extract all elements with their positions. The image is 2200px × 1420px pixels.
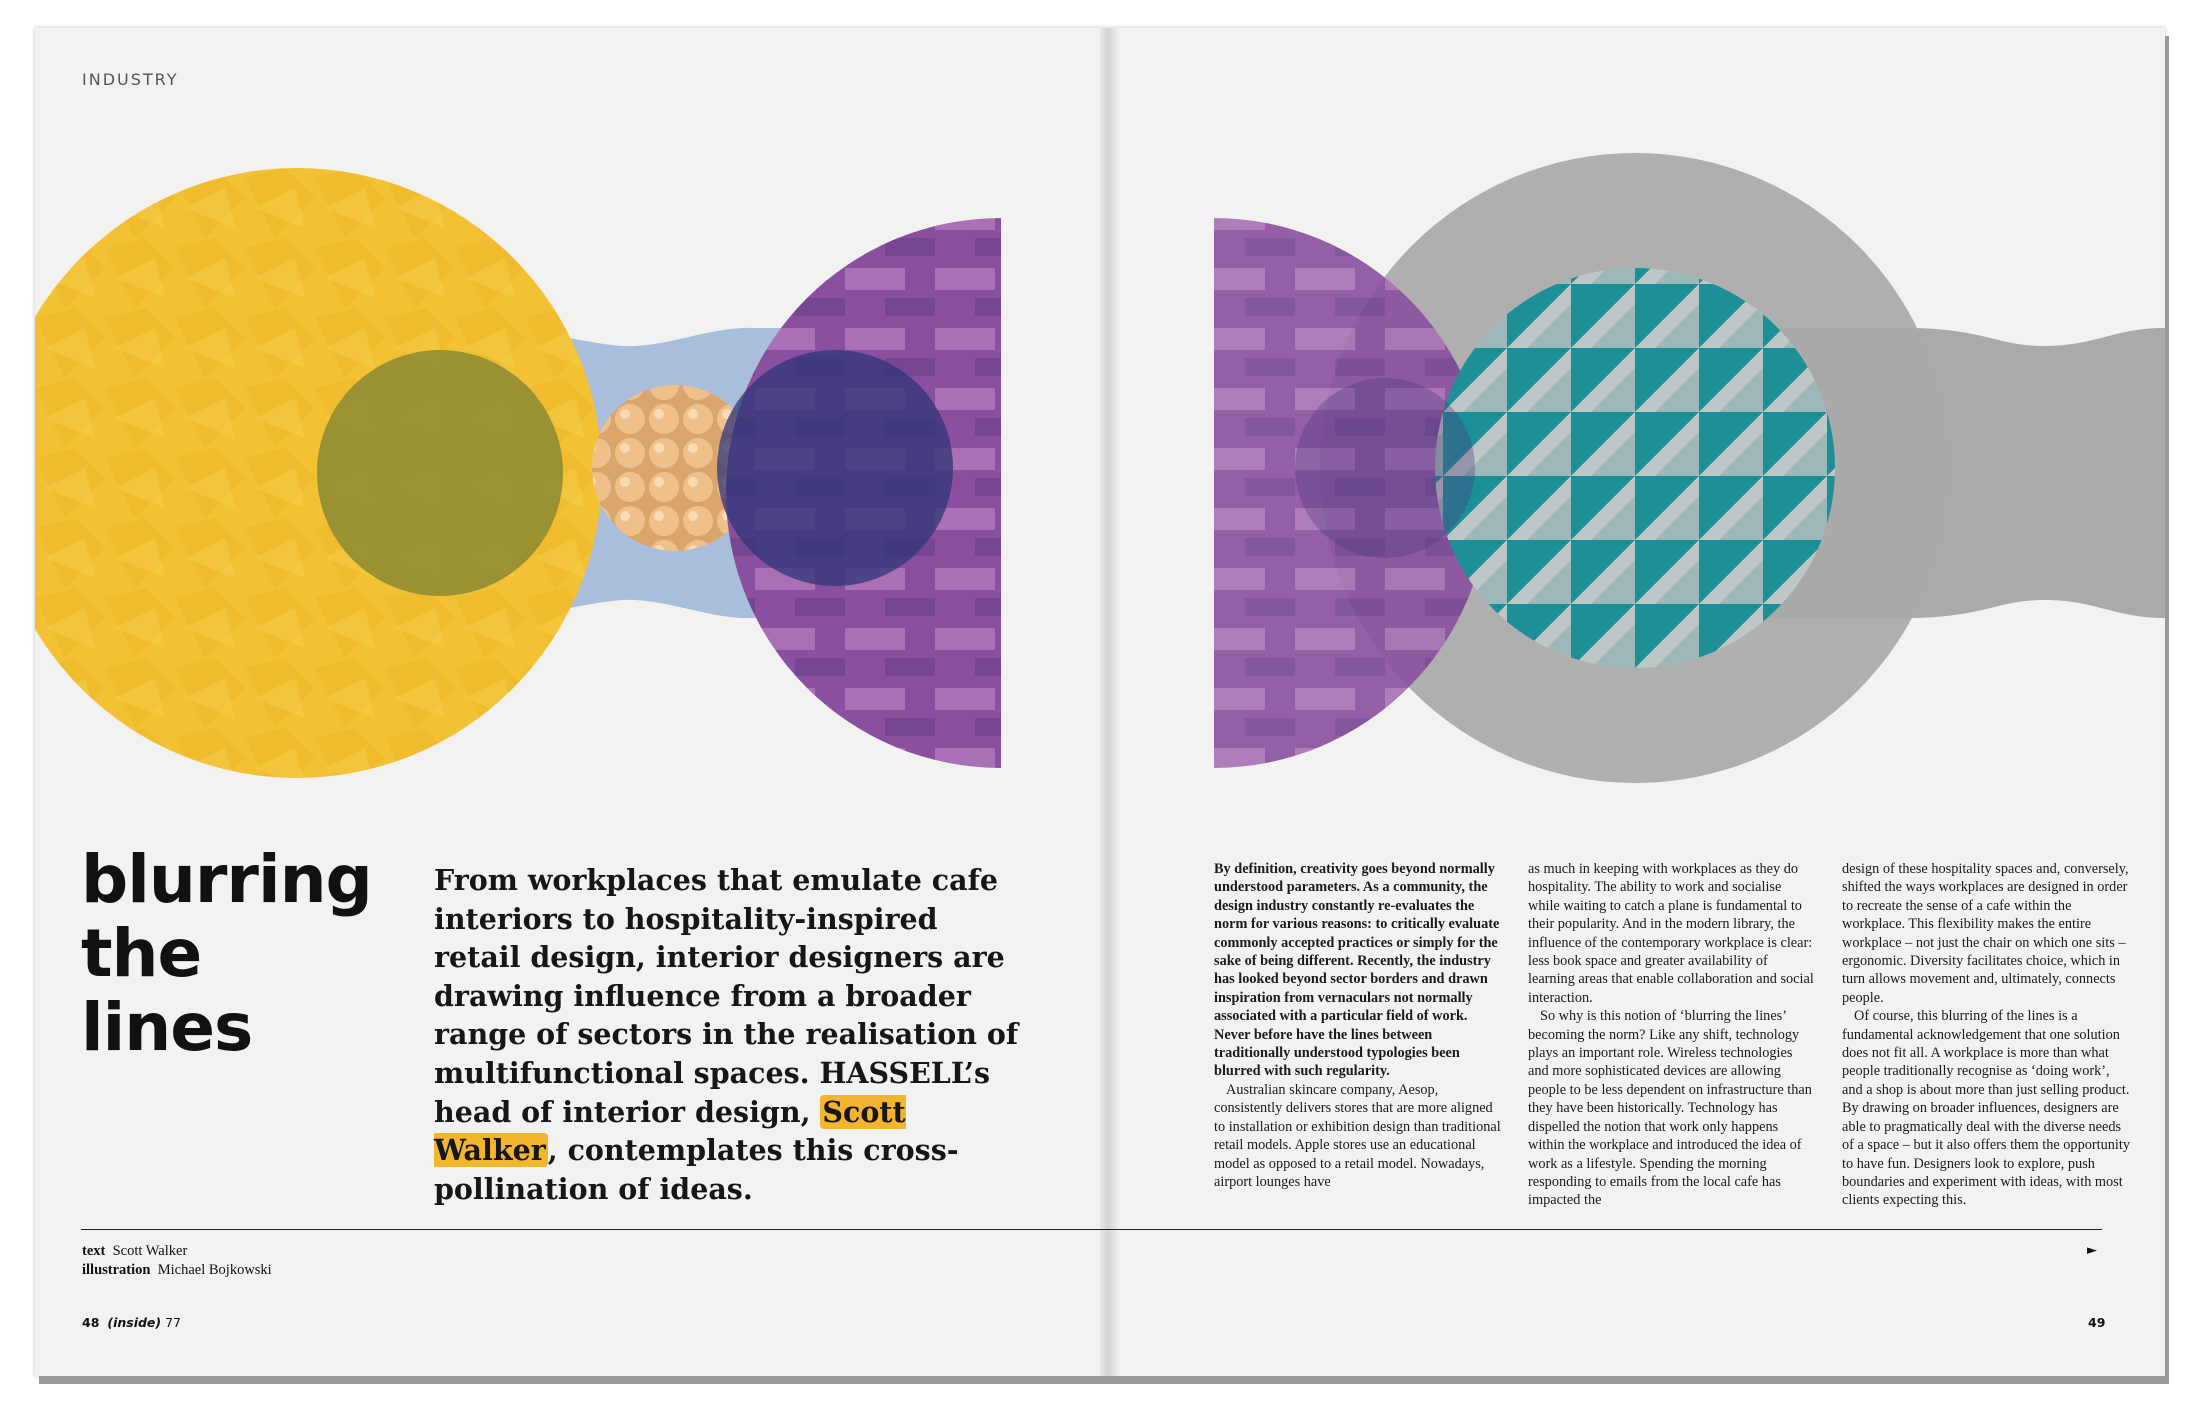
standfirst-text: From workplaces that emulate cafe interiors to hospitality-inspired retail design, interior designers are drawing influence from a broader range of sectors in the realisation of multifunctional spaces. HASSELL’s head of interior design, (434, 863, 1019, 1129)
olive-circle (317, 350, 563, 596)
left-illustration (35, 168, 1276, 778)
body-column-1 (1214, 860, 1502, 1210)
navy-overlap-circle (717, 350, 953, 586)
credit-illustration-line (82, 1261, 272, 1280)
body-columns (1214, 860, 2134, 1210)
magazine-name: (inside) (107, 1315, 162, 1330)
body-paragraph: design of these hospitality spaces and, conversely, shifted the ways workplaces are designed in order to recreate the sense of a cafe within the workplace. This flexibility makes the entire workplace – not just the chair on which one sits – ergonomic. Diversity facilitates choice, which in turn allows movement and, ultimately, connects people. (1842, 861, 2129, 1006)
headline-line-3: lines (81, 989, 253, 1066)
section-label: INDUSTRY (82, 70, 179, 89)
headline-line-1: blurring (81, 841, 372, 918)
page-number-left: 48 (82, 1315, 100, 1330)
continue-arrow-icon: ► (2087, 1243, 2097, 1258)
issue-number: 77 (165, 1315, 182, 1330)
credit-text-label: text (82, 1243, 106, 1259)
credit-illustration-label: illustration (82, 1262, 151, 1278)
right-illustration (939, 153, 2165, 783)
body-paragraph: So why is this notion of ‘blurring the lines’ becoming the norm? Like any shift, technology plays an important role. Wireless technologies and more sophisticated devices are allowing people to be less dependent on infrastructure than they have been historically. Technology has dispelled the notion that work only happens within the workplace and introduced the idea of work as a lifestyle. Spending the morning responding to emails from the local cafe has impacted the (1528, 1008, 1812, 1209)
standfirst-text-end: , contemplates this cross-pollination of ideas. (434, 1133, 959, 1206)
credit-text-line (82, 1242, 272, 1261)
page-number-right: 49 (2088, 1315, 2106, 1330)
credit-text-name: Scott Walker (112, 1243, 188, 1259)
teal-pattern-circle (1435, 268, 1835, 668)
body-paragraph: Of course, this blurring of the lines is a fundamental acknowledgement that one solution does not fit all. A workplace is more than what people traditionally recognise as ‘doing work’, and a shop is about more than just selling product. By drawing on broader influences, designers are able to pragmatically deal with the diverse needs of a space – but it also offers them the opportunity to have fun. Designers look to explore, push boundaries and experiment with ideas, with most clients expecting this. (1842, 1008, 2130, 1209)
headline-line-2: the (81, 915, 202, 992)
footer-rule (81, 1229, 2102, 1230)
magazine-spread (35, 28, 2165, 1376)
standfirst (434, 861, 1024, 1208)
body-column-3 (1842, 860, 2130, 1210)
dark-purple-overlap (1295, 378, 1475, 558)
body-paragraph: Australian skincare company, Aesop, consistently delivers stores that are more aligned to installation or exhibition design than traditional retail models. Apple stores use an educational model as opposed to a retail model. Nowadays, airport lounges have (1214, 1081, 1501, 1190)
lead-paragraph: By definition, creativity goes beyond normally understood parameters. As a community, the design industry constantly re-evaluates the norm for various reasons: to critically evaluate commonly accepted practices or simply for the sake of being different. Recently, the industry has looked beyond sector borders and drawn inspiration from vernaculars not normally associated with a particular field of work. Never before have the lines between traditionally understood typologies been blurred with such regularity. (1214, 861, 1500, 1080)
credit-illustration-name: Michael Bojkowski (157, 1262, 272, 1278)
headline (81, 843, 401, 1065)
credits (82, 1242, 272, 1280)
body-column-2 (1528, 860, 1816, 1210)
author-highlight: Scott Walker (434, 1094, 906, 1168)
folio-left (82, 1315, 181, 1330)
body-paragraph: as much in keeping with workplaces as they do hospitality. The ability to work and socialise while waiting to catch a plane is fundamental to their popularity. And in the modern library, the influence of the contemporary workplace is clear: less book space and greater availability of learning areas that enable collaboration and social interaction. (1528, 861, 1814, 1006)
